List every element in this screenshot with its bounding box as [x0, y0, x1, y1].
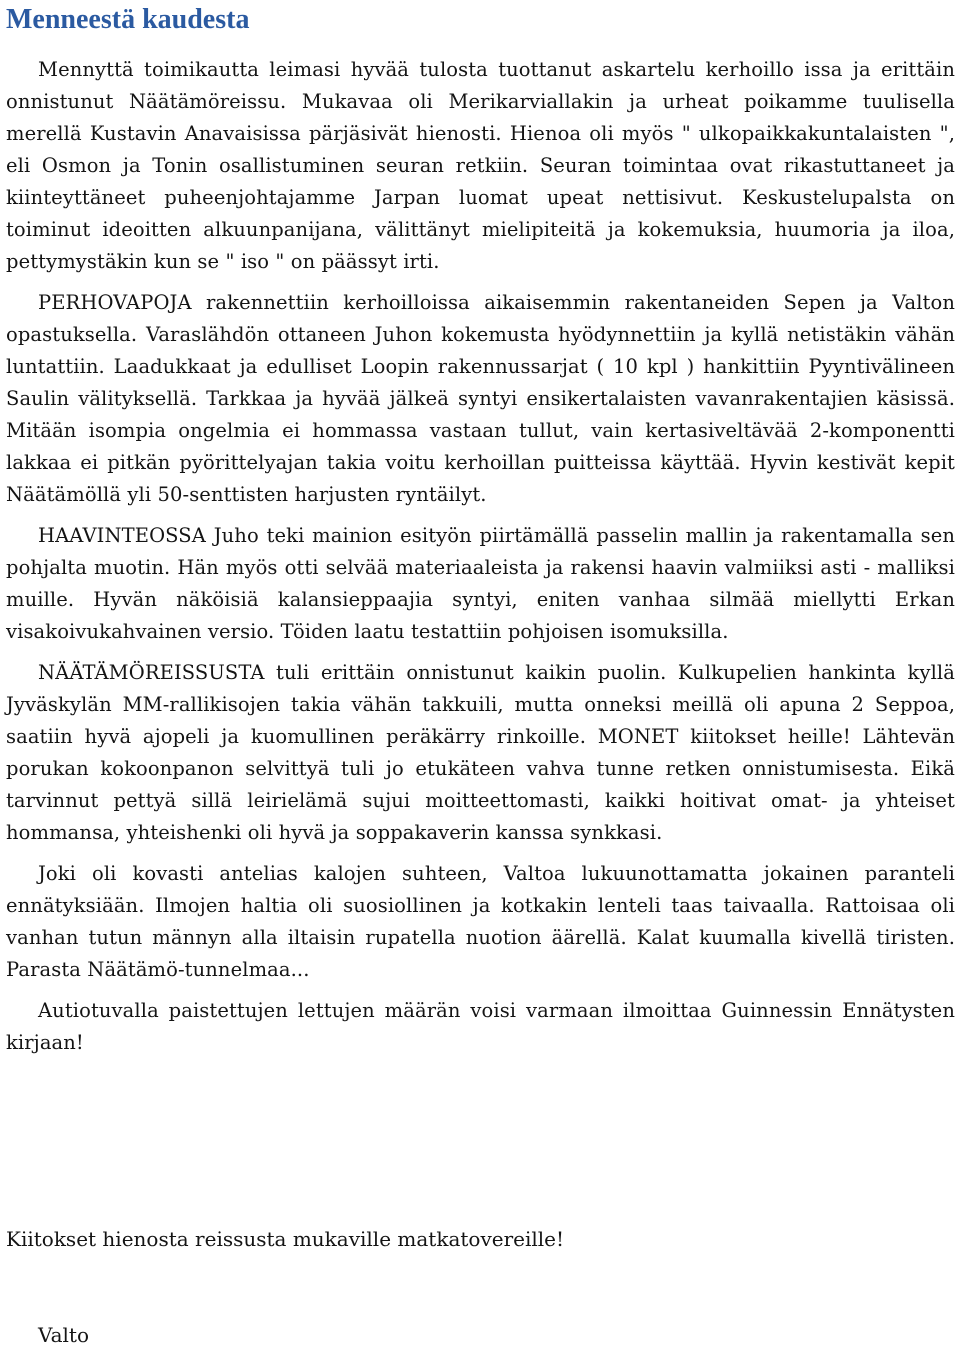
paragraph-season-summary: Mennyttä toimikautta leimasi hyvää tulosta tuottanut askartelu kerhoillo issa ja erittäin onnistunut Näätämöreissu. Mukavaa oli Merikarviallakin ja urheat poikamme tuulisella merellä Kustavin Anavaisissa pärjäsivät hienosti. Hienoa oli myös " ulkopaikkakuntalaisten ", eli Osmon ja Tonin osallistuminen seuran retkiin. Seuran toimintaa ovat rikastuttaneet ja kiinteyttäneet puheenjohtajamme Jarpan luomat upeat nettisivut. Keskustelupalsta on toiminut ideoitten alkuunpanijana, välittänyt mielipiteitä ja kokemuksia, huumoria ja iloa, pettymystäkin kun se " iso " on päässyt irti. — [6, 58, 955, 273]
paragraph-fly-rods: PERHOVAPOJA rakennettiin kerhoilloissa aikaisemmin rakentaneiden Sepen ja Valton opastuksella. Varaslähdön ottaneen Juhon kokemusta hyödynnettiin ja kyllä netistäkin vähän luntattiin. Laadukkaat ja edulliset Loopin rakennussarjat ( 10 kpl ) hankittiin Pyyntivälineen Saulin välityksellä. Tarkkaa ja hyvää jälkeä syntyi ensikertalaisten vavanrakentajien käsissä. Mitään isompia ongelmia ei hommassa vastaan tullut, vain kertasiveltävää 2-komponentti lakkaa ei pitkän pyörittelyajan takia voitu kerhoillan puitteissa käyttää. Hyvin kestivät kepit Näätämöllä yli 50-senttisten harjusten ryntäilyt. — [6, 291, 955, 506]
paragraph-landing-nets: HAAVINTEOSSA Juho teki mainion esityön piirtämällä passelin mallin ja rakentamalla sen pohjalta muotin. Hän myös otti selvää materiaaleista ja rakensi haavin valmiiksi asti - malliksi muille. Hyvän näköisiä kalansieppaajia syntyi, eniten vanhaa silmää miellytti Erkan visakoivukahvainen versio. Töiden laatu testattiin pohjoisen isomuksilla. — [6, 524, 955, 643]
closing-line: Kiitokset hienosta reissusta mukaville matkatovereille! — [6, 1227, 565, 1251]
paragraph-river-fishing: Joki oli kovasti antelias kalojen suhteen, Valtoa lukuunottamatta jokainen paranteli ennätyksiään. Ilmojen haltia oli suosiollinen ja kotkakin lenteli taas taivaalla. Rattoisaa oli vanhan tutun männyn alla iltaisin rupatella nuotion äärellä. Kalat kuumalla kivellä tiristen. Parasta Näätämö-tunnelmaa... — [6, 862, 955, 981]
signature: Valto — [38, 1323, 90, 1347]
document-body — [6, 54, 955, 1068]
paragraph-naatamo-trip: NÄÄTÄMÖREISSUSTA tuli erittäin onnistunut kaikin puolin. Kulkupelien hankinta kyllä Jyväskylän MM-rallikisojen takia vähän takkuili, mutta onneksi meillä oli apuna 2 Seppoa, saatiin hyvä ajopeli ja kuomullinen peräkärry rinkoille. MONET kiitokset heille! Lähtevän porukan kokoonpanon selvittyä tuli jo etukäteen vahva tunne retken onnistumisesta. Eikä tarvinnut pettyä sillä leirielämä sujui moitteettomasti, kaikki hoitivat omat- ja yhteiset hommansa, yhteishenki oli hyvä ja soppakaverin kanssa synkkasi. — [6, 661, 955, 844]
paragraph-pancakes: Autiotuvalla paistettujen lettujen määrän voisi varmaan ilmoittaa Guinnessin Ennätysten kirjaan! — [6, 999, 955, 1054]
document-title: Menneestä kaudesta — [6, 4, 250, 35]
